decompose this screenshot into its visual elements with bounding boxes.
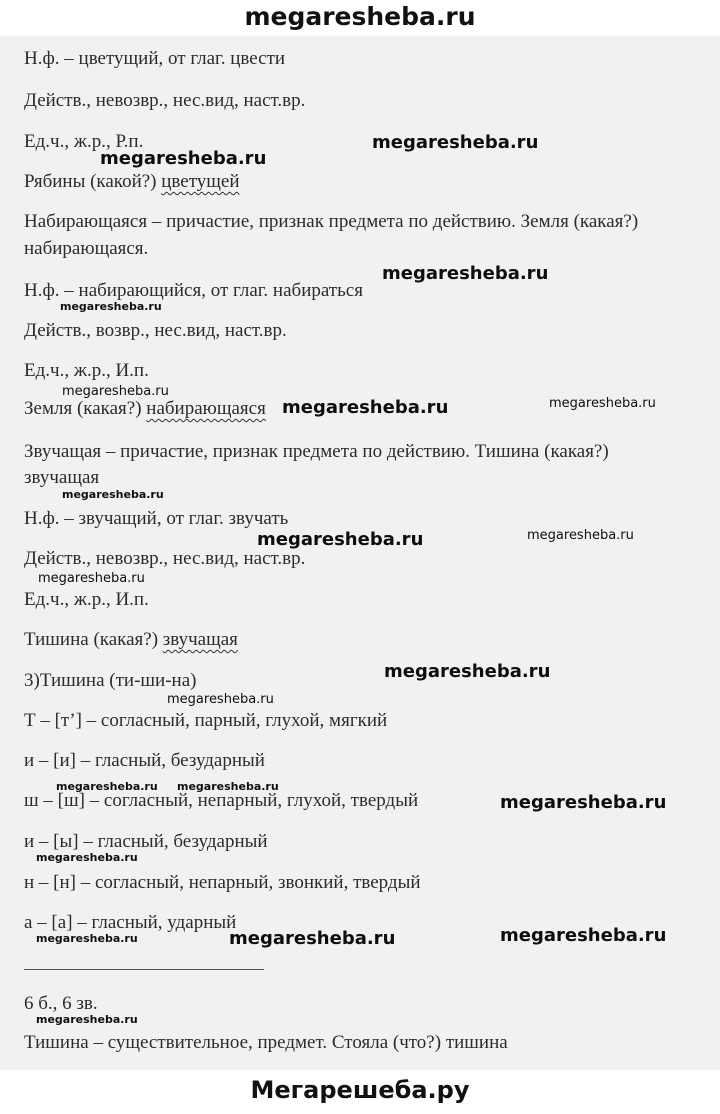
watermark: megaresheba.ru: [229, 928, 396, 949]
text-line: Звучащая – причастие, признак предмета по действию. Тишина (какая?): [24, 441, 609, 462]
text-line: Н.ф. – набирающийся, от глаг. набираться: [24, 280, 363, 301]
text-line: Действ., невозвр., нес.вид, наст.вр.: [24, 90, 306, 111]
watermark: megaresheba.ru: [100, 148, 267, 169]
watermark: megaresheba.ru: [36, 1013, 138, 1026]
text-line: а – [а] – гласный, ударный: [24, 912, 237, 933]
text-line: Ед.ч., ж.р., И.п.: [24, 589, 149, 610]
text-line: 3)Тишина (ти-ши-на): [24, 670, 197, 691]
text-line: [24, 629, 238, 651]
separator-line: [24, 969, 264, 970]
watermark: megaresheba.ru: [167, 692, 274, 707]
watermark: megaresheba.ru: [257, 529, 424, 550]
underlined-word: цветущей: [161, 171, 240, 192]
watermark: megaresheba.ru: [372, 132, 539, 153]
text-line: Действ., возвр., нес.вид, наст.вр.: [24, 320, 287, 341]
site-header: megaresheba.ru: [0, 0, 720, 36]
text-line: н – [н] – согласный, непарный, звонкий, твердый: [24, 872, 421, 893]
watermark: megaresheba.ru: [177, 780, 279, 793]
text-line: Ед.ч., ж.р., И.п.: [24, 360, 149, 381]
watermark: megaresheba.ru: [56, 780, 158, 793]
watermark: megaresheba.ru: [549, 396, 656, 411]
text-line: Набирающаяся – причастие, признак предмета по действию. Земля (какая?): [24, 211, 639, 232]
text-line: Н.ф. – звучащий, от глаг. звучать: [24, 508, 289, 529]
text-line: [24, 171, 240, 193]
watermark: megaresheba.ru: [500, 792, 667, 813]
watermark: megaresheba.ru: [38, 571, 145, 586]
watermark: megaresheba.ru: [384, 661, 551, 682]
text-line: Н.ф. – цветущий, от глаг. цвести: [24, 48, 286, 69]
watermark: megaresheba.ru: [62, 384, 169, 399]
text-line: Тишина – существительное, предмет. Стояла (что?) тишина: [24, 1032, 508, 1053]
text-line: Ед.ч., ж.р., Р.п.: [24, 131, 144, 152]
watermark: megaresheba.ru: [60, 300, 162, 313]
text-line: Действ., невозвр., нес.вид, наст.вр.: [24, 548, 306, 569]
watermark: megaresheba.ru: [282, 397, 449, 418]
text-line: 6 б., 6 зв.: [24, 993, 98, 1014]
text-line: набирающаяся.: [24, 238, 149, 259]
question-text: Тишина (какая?): [24, 629, 159, 650]
watermark: megaresheba.ru: [382, 263, 549, 284]
text-line: звучащая: [24, 467, 100, 488]
watermark: megaresheba.ru: [62, 488, 164, 501]
underlined-word: набирающаяся: [146, 398, 266, 419]
site-footer: Мегарешеба.ру: [0, 1070, 720, 1114]
text-line: [24, 398, 266, 420]
watermark: megaresheba.ru: [36, 932, 138, 945]
watermark: megaresheba.ru: [36, 851, 138, 864]
watermark: megaresheba.ru: [500, 925, 667, 946]
text-line: и – [ы] – гласный, безударный: [24, 831, 268, 852]
text-line: и – [и] – гласный, безударный: [24, 750, 265, 771]
underlined-word: звучащая: [162, 629, 238, 650]
question-text: Рябины (какой?): [24, 171, 157, 192]
text-line: ш – [ш] – согласный, непарный, глухой, твердый: [24, 790, 419, 811]
question-text: Земля (какая?): [24, 398, 142, 419]
watermark: megaresheba.ru: [527, 528, 634, 543]
text-line: Т – [т’] – согласный, парный, глухой, мягкий: [24, 710, 388, 731]
